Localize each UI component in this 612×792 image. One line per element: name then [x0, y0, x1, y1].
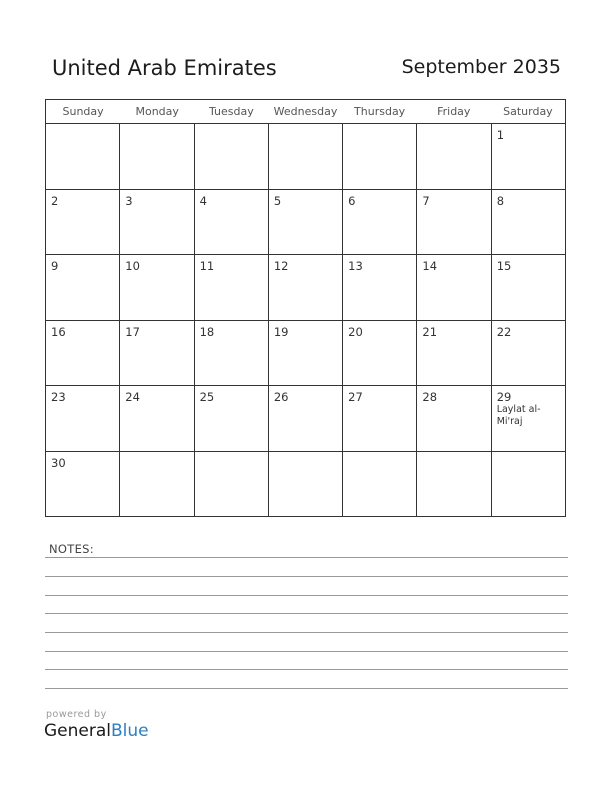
weekday-header-monday: Monday	[135, 105, 179, 118]
day-cell	[343, 124, 417, 189]
note-line	[45, 688, 568, 689]
day-number: 12	[273, 259, 289, 273]
day-cell	[492, 386, 565, 451]
day-number: 27	[348, 390, 363, 404]
note-line	[45, 613, 568, 614]
day-cell	[46, 190, 120, 255]
day-cell	[492, 321, 565, 386]
day-cell	[417, 452, 491, 518]
day-cell	[46, 452, 120, 518]
day-cell	[343, 452, 417, 518]
day-cell	[417, 321, 491, 386]
day-number: 9	[51, 259, 59, 273]
day-number: 26	[273, 390, 289, 404]
day-number: 17	[125, 324, 140, 339]
week-row	[46, 321, 565, 387]
day-number: 7	[422, 193, 430, 208]
day-number: 10	[125, 259, 140, 273]
day-cell	[46, 255, 120, 320]
day-cell	[120, 321, 194, 386]
day-cell	[195, 452, 269, 518]
day-number: 22	[496, 324, 512, 339]
weekday-header-row	[46, 100, 565, 124]
week-row	[46, 386, 565, 452]
day-number: 18	[199, 324, 215, 339]
day-number: 25	[199, 390, 215, 404]
calendar-weeks	[46, 124, 565, 517]
day-number: 19	[273, 324, 289, 339]
day-number: 16	[51, 324, 66, 339]
week-row	[46, 452, 565, 518]
note-line	[45, 576, 568, 577]
week-row	[46, 190, 565, 256]
day-cell	[343, 255, 417, 320]
day-cell	[269, 321, 343, 386]
powered-by-text: powered by	[46, 709, 107, 720]
month-year-title: September 2035	[401, 56, 561, 78]
day-number: 29	[496, 390, 512, 404]
brand-logo	[44, 721, 149, 741]
week-row	[46, 255, 565, 321]
day-cell	[269, 190, 343, 255]
day-number: 3	[125, 193, 133, 208]
day-cell	[195, 386, 269, 451]
day-cell	[343, 190, 417, 255]
brand-blue-text: Blue	[111, 721, 149, 741]
day-cell	[492, 452, 565, 518]
day-cell	[492, 190, 565, 255]
weekday-header-wednesday: Wednesday	[273, 105, 338, 118]
weekday-header-sunday: Sunday	[62, 105, 104, 118]
weekday-header-friday: Friday	[437, 105, 471, 118]
day-number: 1	[496, 128, 505, 142]
brand-general-text: General	[44, 721, 111, 741]
day-cell	[195, 321, 269, 386]
week-row	[46, 124, 565, 190]
note-line	[45, 669, 568, 670]
day-cell	[269, 124, 343, 189]
day-number: 2	[51, 193, 59, 208]
weekday-header-saturday: Saturday	[503, 105, 553, 118]
day-number: 20	[348, 324, 363, 339]
calendar-grid	[45, 99, 566, 517]
day-number: 28	[422, 390, 438, 404]
note-line	[45, 557, 568, 558]
weekday-header-tuesday: Tuesday	[208, 105, 254, 118]
notes-label: NOTES:	[49, 542, 94, 556]
day-cell	[492, 124, 565, 189]
day-number: 24	[125, 390, 140, 404]
day-number: 4	[199, 193, 207, 208]
day-cell	[269, 386, 343, 451]
day-cell	[343, 321, 417, 386]
day-cell	[195, 124, 269, 189]
day-cell	[46, 124, 120, 189]
note-line	[45, 632, 568, 633]
day-cell	[417, 255, 491, 320]
day-number: 6	[348, 193, 356, 208]
day-cell	[195, 255, 269, 320]
day-cell	[120, 386, 194, 451]
day-number: 14	[422, 259, 438, 273]
day-cell	[120, 124, 194, 189]
day-cell	[492, 255, 565, 320]
day-cell	[120, 190, 194, 255]
day-number: 5	[273, 193, 282, 208]
day-cell	[269, 255, 343, 320]
day-cell	[343, 386, 417, 451]
day-cell	[120, 452, 194, 518]
day-cell	[120, 255, 194, 320]
day-cell	[46, 386, 120, 451]
day-cell	[417, 190, 491, 255]
day-number: 15	[496, 259, 512, 273]
day-cell	[195, 190, 269, 255]
weekday-header-thursday: Thursday	[354, 105, 406, 118]
note-line	[45, 651, 568, 652]
day-number: 13	[348, 259, 363, 273]
day-cell	[269, 452, 343, 518]
day-cell	[417, 124, 491, 189]
note-line	[45, 595, 568, 596]
day-number: 8	[496, 193, 505, 208]
day-number: 23	[51, 390, 66, 404]
day-cell	[417, 386, 491, 451]
day-number: 30	[51, 455, 66, 470]
day-cell	[46, 321, 120, 386]
holiday-label: Laylat al-Mi'raj	[496, 404, 541, 427]
country-title: United Arab Emirates	[52, 56, 277, 80]
day-number: 11	[199, 259, 215, 273]
day-number: 21	[422, 324, 438, 339]
